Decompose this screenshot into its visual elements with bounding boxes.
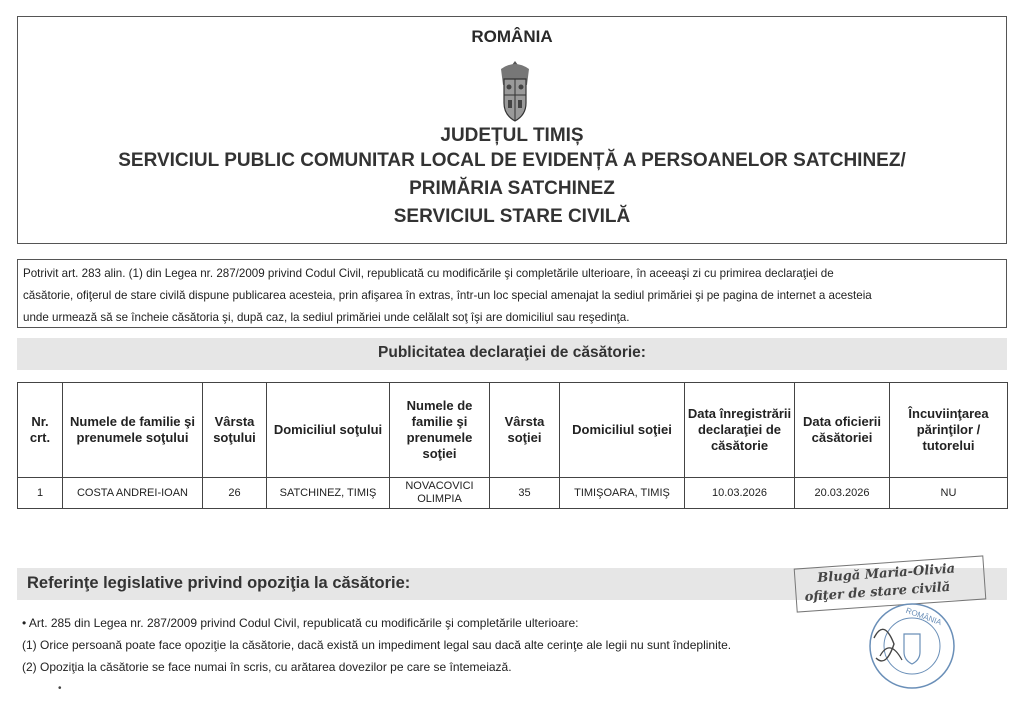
cell-husband-name: COSTA ANDREI-IOAN [63, 478, 203, 509]
cell-husband-domicile: SATCHINEZ, TIMIŞ [267, 478, 390, 509]
reference-item: (1) Orice persoană poate face opoziţie la căsătorie, dacă există un impediment legal sau dacă alte cerinţe ale legii nu sunt îndeplinite. [22, 638, 732, 652]
legal-notice-line: căsătorie, ofiţerul de stare civilă dispune publicarea acesteia, prin afişarea în extras, într-un loc special amenajat la sediul primăriei şi pe pagina de internet a acesteia [23, 289, 872, 302]
cell-wife-age: 35 [490, 478, 560, 509]
cell-registration-date: 10.03.2026 [685, 478, 795, 509]
table-row [18, 478, 1008, 509]
cell-nr: 1 [18, 478, 63, 509]
signature-name: Blugă Maria-Olivia [816, 561, 956, 587]
table-header-row [18, 383, 1008, 478]
column-header: Numele de familie şi prenumele soţiei [390, 383, 490, 478]
publicity-title: Publicitatea declaraţiei de căsătorie: [378, 344, 646, 361]
column-header: Nr. crt. [18, 383, 63, 478]
references-list [22, 612, 842, 678]
cell-wife-domicile: TIMIŞOARA, TIMIŞ [560, 478, 685, 509]
reference-item: (2) Opoziţia la căsătorie se face numai în scris, cu arătarea dovezilor pe care se întemeiază. [22, 660, 512, 674]
column-header: Domiciliul soţului [267, 383, 390, 478]
legal-notice-line: unde urmează să se încheie căsătoria şi, după caz, la sediul primăriei unde celălalt soţ îşi are domiciliul sau reşedinţa. [23, 311, 630, 324]
column-header: Data oficierii căsătoriei [795, 383, 890, 478]
declaration-table [17, 382, 1008, 509]
legal-notice [17, 259, 1007, 328]
cell-husband-age: 26 [203, 478, 267, 509]
column-header: Data înregistrării declaraţiei de căsătorie [685, 383, 795, 478]
seal-text: ROMÂNIA [904, 605, 943, 628]
column-header: Numele de familie şi prenumele soţului [63, 383, 203, 478]
cell-consent: NU [890, 478, 1008, 509]
signature-role: ofiţer de stare civilă [804, 579, 951, 605]
references-title: Referinţe legislative privind opoziţia la căsătorie: [27, 574, 411, 592]
column-header: Vârsta soţiei [490, 383, 560, 478]
service-heading-line2: PRIMĂRIA SATCHINEZ [409, 178, 615, 199]
legal-notice-line: Potrivit art. 283 alin. (1) din Legea nr. 287/2009 privind Codul Civil, republicată cu modificările şi completările ulterioare, în aceeaşi zi cu primirea declaraţiei de [23, 267, 834, 280]
service-heading-line3: SERVICIUL STARE CIVILĂ [393, 206, 631, 227]
column-header: Vârsta soţului [203, 383, 267, 478]
cell-wife-name: NOVACOVICI OLIMPIA [390, 478, 490, 509]
reference-item: • Art. 285 din Legea nr. 287/2009 privind Codul Civil, republicată cu modificările şi completările ulterioare: [22, 616, 579, 630]
column-header: Domiciliul soţiei [560, 383, 685, 478]
column-header: Încuviinţarea părinţilor / tutorelui [890, 383, 1008, 478]
mark: • [58, 683, 62, 694]
coat-of-arms-icon [495, 55, 535, 125]
publicity-section-bar [17, 338, 1007, 370]
document-header [17, 16, 1007, 244]
country-title: ROMÂNIA [471, 27, 553, 46]
county-heading: JUDEȚUL TIMIȘ [440, 125, 584, 146]
cell-ceremony-date: 20.03.2026 [795, 478, 890, 509]
service-heading-line1: SERVICIUL PUBLIC COMUNITAR LOCAL DE EVIDENȚĂ A PERSOANELOR SATCHINEZ/ [118, 150, 906, 171]
